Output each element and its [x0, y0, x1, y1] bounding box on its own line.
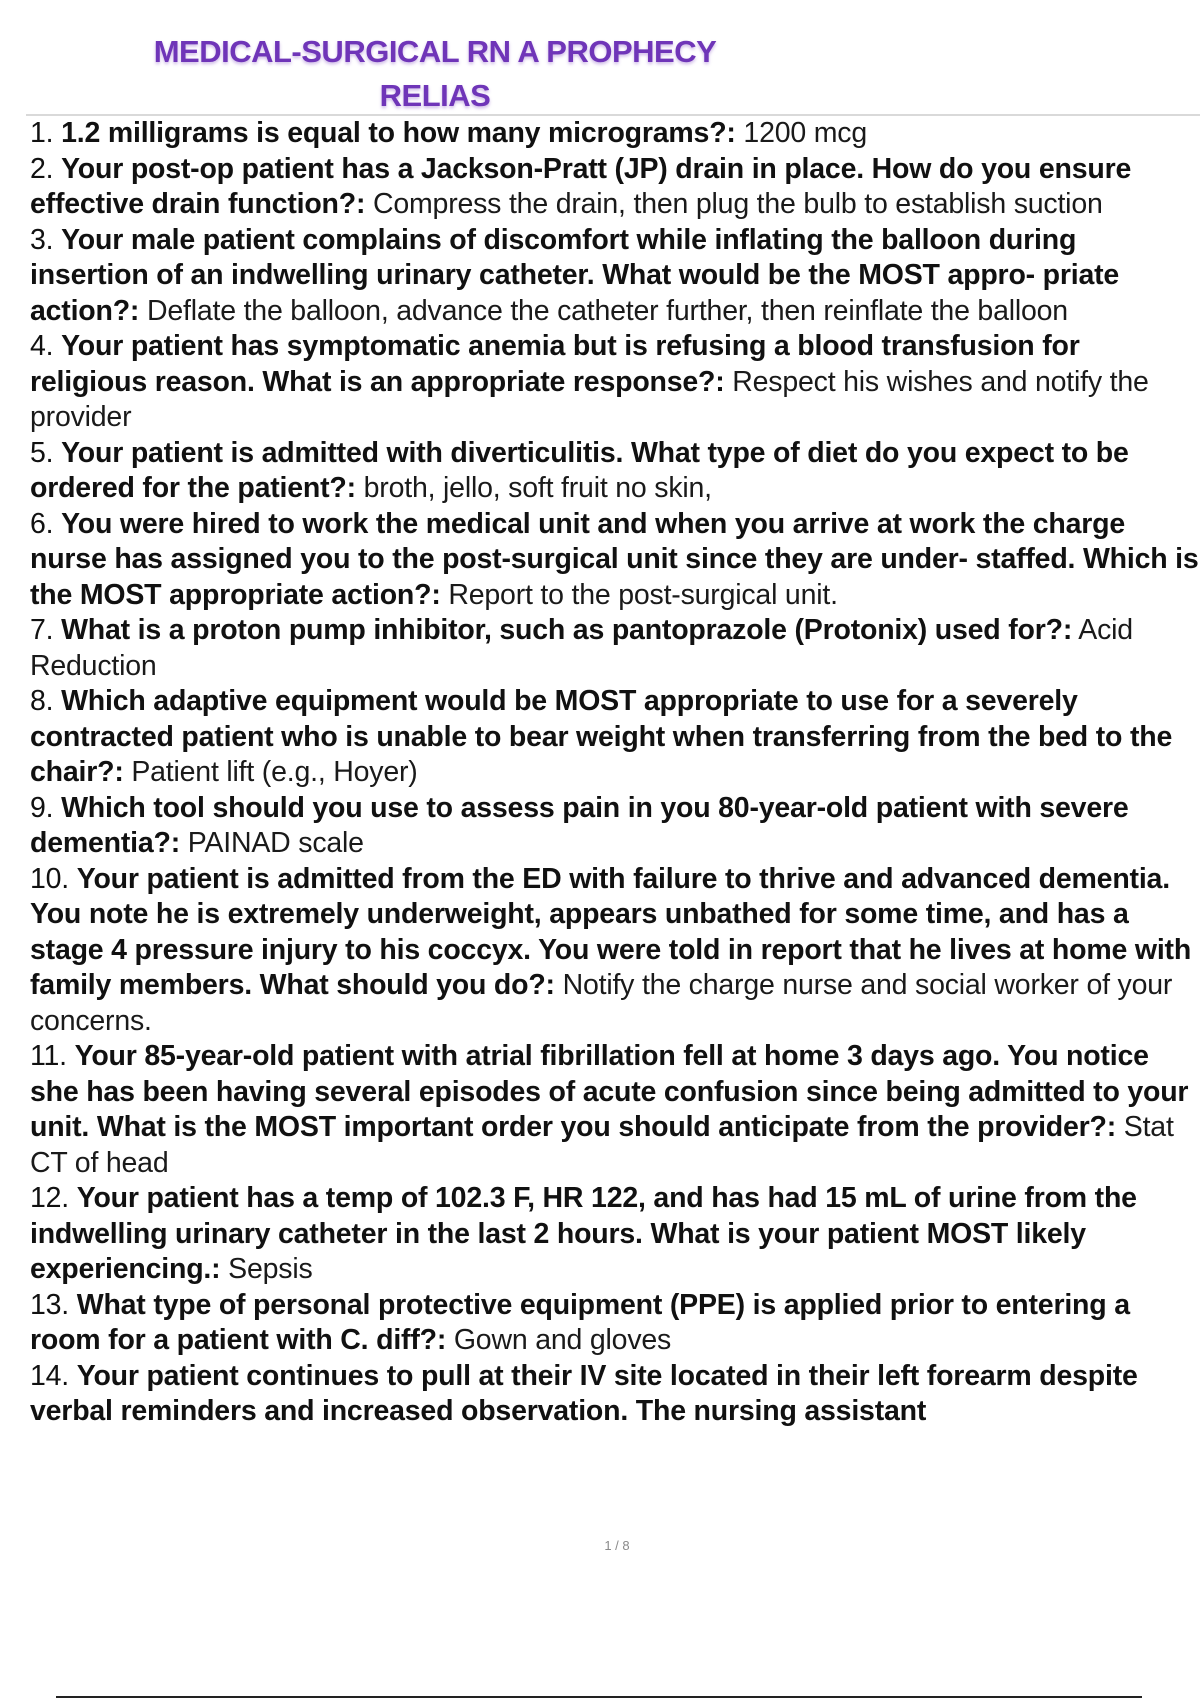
- answer-text: 1200 mcg: [743, 117, 867, 149]
- question-text: Your male patient complains of discomfort while inflating the balloon during insertion of an indwelling urinary catheter. What would be the MOST appro- priate action?:: [30, 223, 1120, 327]
- qa-item-12: [30, 1181, 1200, 1288]
- title-line-2: RELIAS: [379, 78, 491, 113]
- answer-text: Stat CT of head: [30, 1111, 1174, 1179]
- question-text: Your post-op patient has a Jackson-Pratt (JP) drain in place. How do you ensure effective drain function?:: [30, 152, 1132, 220]
- answer-text: Report to the post-surgical unit.: [448, 578, 838, 611]
- answer-text: Patient lift (e.g., Hoyer): [131, 756, 418, 788]
- item-number: 14.: [30, 1359, 70, 1392]
- answer-text: Acid Reduction: [30, 614, 1133, 682]
- qa-item-3: [30, 223, 1200, 330]
- item-number: 9.: [30, 791, 54, 824]
- answer-text: Sepsis: [228, 1253, 313, 1285]
- qa-item-14: [30, 1359, 1200, 1430]
- question-text: Which tool should you use to assess pain in you 80-year-old patient with severe dementia?:: [30, 791, 1129, 859]
- qa-item-2: [30, 152, 1200, 223]
- qa-item-10: [30, 862, 1200, 1040]
- title-line-1: MEDICAL-SURGICAL RN A PROPHECY: [153, 34, 717, 69]
- qa-item-1: [30, 116, 1200, 152]
- question-text: Your patient continues to pull at their IV site located in their left forearm despite verbal reminders and increased observation. The nursing assistant: [30, 1359, 1138, 1427]
- item-number: 3.: [30, 223, 54, 256]
- question-text: Your patient is admitted from the ED with failure to thrive and advanced dementia. You note he is extremely underweight, appears unbathed for some time, and has a stage 4 pressure injury to his coccyx. You were told in report that he lives at home with family members. What should you do?:: [30, 862, 1192, 1001]
- footer-divider: [56, 1696, 1142, 1698]
- qa-item-6: [30, 507, 1200, 614]
- qa-item-4: [30, 329, 1200, 436]
- document-title: [0, 30, 870, 118]
- item-number: 7.: [30, 614, 54, 646]
- answer-text: PAINAD scale: [187, 827, 364, 859]
- item-number: 4.: [30, 330, 54, 362]
- question-text: You were hired to work the medical unit and when you arrive at work the charge nurse has assigned you to the post-surgical unit since they are under- staffed. Which is the MOST appropriate action?:: [30, 507, 1199, 611]
- qa-item-13: [30, 1288, 1200, 1359]
- answer-text: Compress the drain, then plug the bulb to establish suction: [372, 188, 1103, 220]
- qa-item-9: [30, 791, 1200, 862]
- item-number: 12.: [30, 1182, 70, 1214]
- answer-text: Gown and gloves: [453, 1324, 672, 1356]
- answer-text: Deflate the balloon, advance the catheter further, then reinflate the balloon: [146, 294, 1068, 327]
- question-list: [30, 116, 1200, 1430]
- question-text: Which adaptive equipment would be MOST appropriate to use for a severely contracted patient who is unable to bear weight when transferring from the bed to the chair?:: [30, 685, 1173, 788]
- item-number: 10.: [30, 862, 70, 895]
- question-text: 1.2 milligrams is equal to how many micrograms?:: [61, 117, 736, 149]
- question-text: Your patient is admitted with diverticulitis. What type of diet do you expect to be ordered for the patient?:: [30, 436, 1129, 504]
- item-number: 2.: [30, 152, 54, 185]
- item-number: 11.: [30, 1040, 67, 1072]
- question-text: Your patient has a temp of 102.3 F, HR 122, and has had 15 mL of urine from the indwelling urinary catheter in the last 2 hours. What is your patient MOST likely experiencing.:: [30, 1182, 1137, 1285]
- answer-text: Notify the charge nurse and social worker of your concerns.: [30, 969, 1173, 1037]
- qa-item-8: [30, 684, 1200, 791]
- question-text: What type of personal protective equipment (PPE) is applied prior to entering a room for a patient with C. diff?:: [30, 1288, 1130, 1356]
- question-text: Your 85-year-old patient with atrial fibrillation fell at home 3 days ago. You notice she has been having several episodes of acute confusion since being admitted to your unit. What is the MOST important order you should anticipate from the provider?:: [30, 1040, 1189, 1143]
- question-text: Your patient has symptomatic anemia but is refusing a blood transfusion for religious reason. What is an appropriate response?:: [30, 330, 1080, 398]
- item-number: 8.: [30, 685, 54, 717]
- question-text: What is a proton pump inhibitor, such as pantoprazole (Protonix) used for?:: [61, 614, 1073, 646]
- answer-text: Respect his wishes and notify the provider: [30, 365, 1149, 433]
- qa-item-5: [30, 436, 1200, 507]
- item-number: 5.: [30, 436, 54, 469]
- answer-text: broth, jello, soft fruit no skin,: [363, 472, 712, 504]
- page-indicator: 1 / 8: [604, 1538, 630, 1553]
- item-number: 13.: [30, 1288, 70, 1321]
- qa-item-11: [30, 1039, 1200, 1181]
- qa-item-7: [30, 613, 1200, 684]
- item-number: 1.: [30, 117, 54, 149]
- item-number: 6.: [30, 507, 54, 540]
